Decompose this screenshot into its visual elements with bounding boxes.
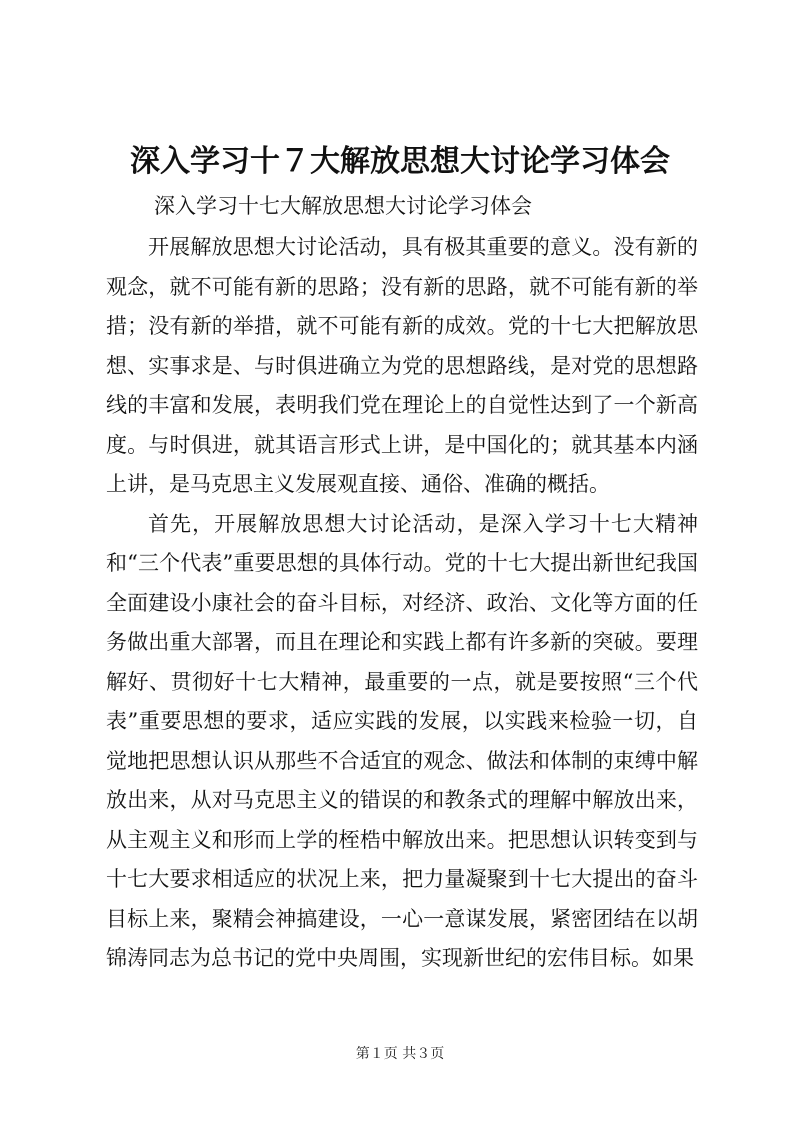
paragraph-2: 首先，开展解放思想大讨论活动，是深入学习十七大精神和“三个代表”重要思想的具体行动。党的十七大提出新世纪我国全面建设小康社会的奋斗目标，对经济、政治、文化等方面的任务做出重大部署，而且在理论和实践上都有许多新的突破。要理解好、贯彻好十七大精神，最重要的一点，就是要按照“三个代表”重要思想的要求，适应实践的发展，以实践来检验一切，自觉地把思想认识从那些不合适宜的观念、做法和体制的束缚中解放出来，从对马克思主义的错误的和教条式的理解中解放出来，从主观主义和形而上学的桎梏中解放出来。把思想认识转变到与十七大要求相适应的状况上来，把力量凝聚到十七大提出的奋斗目标上来，聚精会神搞建设，一心一意谋发展，紧密团结在以胡锦涛同志为总书记的党中央周围，实现新世纪的宏伟目标。如果: [106, 511, 698, 970]
document-subtitle: 深入学习十七大解放思想大讨论学习体会: [154, 194, 532, 218]
paragraph-1: 开展解放思想大讨论活动，具有极其重要的意义。没有新的观念，就不可能有新的思路；没有新的思路，就不可能有新的举措；没有新的举措，就不可能有新的成效。党的十七大把解放思想、实事求是、与时俱进确立为党的思想路线，是对党的思想路线的丰富和发展，表明我们党在理论上的自觉性达到了一个新高度。与时俱进，就其语言形式上讲，是中国化的；就其基本内涵上讲，是马克思主义发展观直接、通俗、准确的概括。: [106, 235, 698, 496]
page-footer: 第１页 共３页: [355, 1046, 445, 1062]
document-title: 深入学习十７大解放思想大讨论学习体会: [130, 144, 670, 179]
document-body: [106, 228, 698, 979]
